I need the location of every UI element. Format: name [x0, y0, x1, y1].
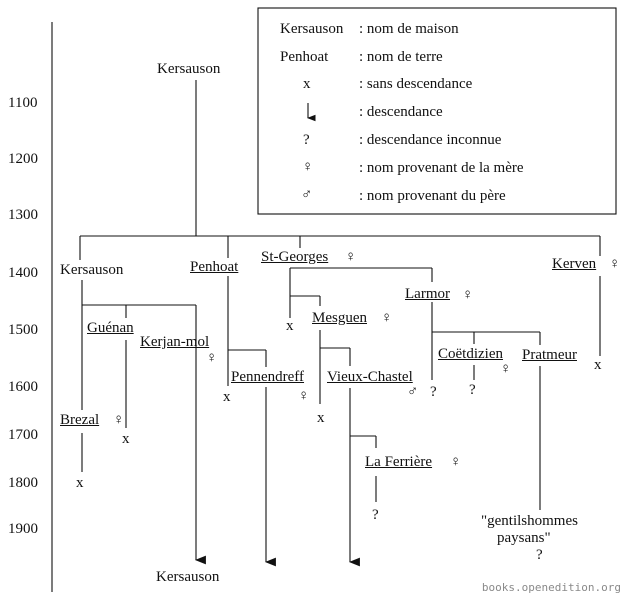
- kerven-sans-descendance: x: [594, 357, 602, 373]
- legend-desc-inconnue: : descendance inconnue: [359, 132, 502, 148]
- year-1700: 1700: [8, 427, 38, 443]
- mesguen-female-icon: ♀: [381, 310, 393, 326]
- legend-desc-sans: : sans descendance: [359, 76, 473, 92]
- coetdizien-female-icon: ♀: [500, 361, 512, 377]
- legend-key-inconnue: ?: [303, 132, 310, 148]
- year-1500: 1500: [8, 322, 38, 338]
- name-guenan: Guénan: [87, 320, 134, 336]
- legend-male-icon: ♂: [301, 187, 313, 203]
- kerjan-mol-female-icon: ♀: [206, 350, 218, 366]
- legend-key-terre: Penhoat: [280, 49, 329, 65]
- year-1800: 1800: [8, 475, 38, 491]
- brezal-sans-descendance: x: [76, 475, 84, 491]
- kerven-female-icon: ♀: [609, 256, 621, 272]
- vieux-chastel-male-icon: ♂: [407, 384, 419, 400]
- name-vieux-chastel: Vieux-Chastel: [327, 369, 413, 385]
- legend-desc-pere: : nom provenant du père: [359, 188, 506, 204]
- name-kersauson-1400: Kersauson: [60, 262, 124, 278]
- legend-desc-maison: : nom de maison: [359, 21, 459, 37]
- year-1900: 1900: [8, 521, 38, 537]
- coetdizien-unknown: ?: [469, 382, 476, 398]
- larmor-female-icon: ♀: [462, 287, 474, 303]
- legend-female-icon: ♀: [302, 159, 314, 175]
- name-st-georges: St-Georges: [261, 249, 329, 265]
- name-kerjan-mol: Kerjan-mol: [140, 334, 210, 350]
- name-coetdizien: Coëtdizien: [438, 346, 503, 362]
- name-pratmeur: Pratmeur: [522, 347, 577, 363]
- name-mesguen: Mesguen: [312, 310, 367, 326]
- larmor-unknown: ?: [430, 384, 437, 400]
- year-1600: 1600: [8, 379, 38, 395]
- name-kersauson-top: Kersauson: [157, 61, 221, 77]
- guenan-sans-descendance: x: [122, 431, 130, 447]
- year-1300: 1300: [8, 207, 38, 223]
- legend-desc-terre: : nom de terre: [359, 49, 443, 65]
- year-1400: 1400: [8, 265, 38, 281]
- name-penhoat: Penhoat: [190, 259, 239, 275]
- name-brezal: Brezal: [60, 412, 100, 428]
- gentilshommes-line1: "gentilshommes: [481, 513, 578, 529]
- gentilshommes-line2: paysans": [497, 530, 551, 546]
- pennendreff-female-icon: ♀: [298, 388, 310, 404]
- la-ferriere-female-icon: ♀: [450, 454, 462, 470]
- mesguen-sans-descendance: x: [317, 410, 325, 426]
- penhoat-sans-descendance: x: [223, 389, 231, 405]
- year-1100: 1100: [8, 95, 38, 111]
- la-ferriere-unknown: ?: [372, 507, 379, 523]
- st-georges-sans-descendance: x: [286, 318, 294, 334]
- legend-desc-mere: : nom provenant de la mère: [359, 160, 524, 176]
- legend-key-sans: x: [303, 76, 311, 92]
- name-kersauson-bottom: Kersauson: [156, 569, 220, 585]
- name-la-ferriere: La Ferrière: [365, 454, 433, 470]
- name-pennendreff: Pennendreff: [231, 369, 305, 385]
- name-larmor: Larmor: [405, 286, 450, 302]
- brezal-female-icon: ♀: [113, 412, 125, 428]
- legend-desc-descendance: : descendance: [359, 104, 443, 120]
- legend-key-maison: Kersauson: [280, 21, 344, 37]
- pratmeur-unknown: ?: [536, 547, 543, 563]
- year-1200: 1200: [8, 151, 38, 167]
- st-georges-female-icon: ♀: [345, 249, 357, 265]
- name-kerven: Kerven: [552, 256, 597, 272]
- watermark: books.openedition.org: [481, 581, 621, 594]
